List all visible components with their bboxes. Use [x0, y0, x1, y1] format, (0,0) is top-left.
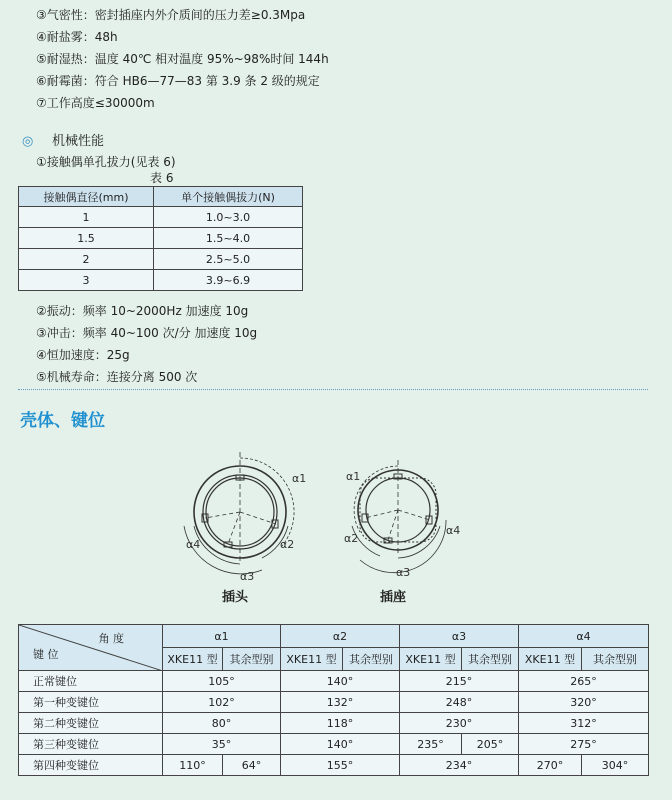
mech-item: ②振动：频率 10~2000Hz 加速度 10g: [36, 304, 249, 318]
section-mechanical: [22, 132, 104, 152]
table-row: [19, 713, 649, 734]
socket-label: 插座: [380, 590, 407, 605]
table-row: [19, 207, 303, 228]
table-cell: 1.5~4.0: [154, 228, 303, 249]
env-item: ③气密性：密封插座内外介质间的压力差≥0.3Mpa: [36, 8, 306, 22]
angle-header: α2: [281, 625, 400, 648]
table-cell: 1: [19, 207, 154, 228]
alpha3-label: α3: [396, 566, 411, 579]
table-cell: 155°: [281, 755, 400, 776]
subheader-others: 其余型别: [343, 648, 400, 671]
table-cell: 205°: [462, 734, 519, 755]
table-header: 单个接触偶拔力(N): [154, 187, 303, 207]
table-cell: 215°: [400, 671, 519, 692]
alpha4-label: α4: [186, 538, 201, 551]
table-cell: 1.0~3.0: [154, 207, 303, 228]
keying-table: [18, 624, 649, 776]
mech-item: ④恒加速度：25g: [36, 348, 130, 362]
table-cell: 270°: [519, 755, 582, 776]
subheader-xke11: XKE11 型: [519, 648, 582, 671]
table-row: [19, 270, 303, 291]
table-row: [19, 228, 303, 249]
table-header: 接触偶直径(mm): [19, 187, 154, 207]
table-cell: 304°: [582, 755, 649, 776]
table-cell: 64°: [223, 755, 281, 776]
table-cell: 1.5: [19, 228, 154, 249]
table-cell: 140°: [281, 671, 400, 692]
table-cell: 118°: [281, 713, 400, 734]
table-cell: 140°: [281, 734, 400, 755]
table-row: [19, 755, 649, 776]
alpha2-label: α2: [344, 532, 359, 545]
mech-item: ①接触偶单孔拔力(见表 6): [36, 155, 176, 169]
corner-top-label: 角 度: [98, 632, 124, 645]
mech-item: ③冲击：频率 40~100 次/分 加速度 10g: [36, 326, 258, 340]
table-cell: 265°: [519, 671, 649, 692]
alpha1-label: α1: [292, 472, 307, 485]
subheader-xke11: XKE11 型: [281, 648, 343, 671]
table-cell: 230°: [400, 713, 519, 734]
table-cell: 275°: [519, 734, 649, 755]
table-cell: 2.5~5.0: [154, 249, 303, 270]
section-divider: [18, 389, 648, 390]
table-cell: 320°: [519, 692, 649, 713]
table-row: [19, 734, 649, 755]
subheader-xke11: XKE11 型: [163, 648, 223, 671]
env-item: ⑤耐湿热：温度 40℃ 相对温度 95%~98%时间 144h: [36, 52, 329, 66]
alpha2-label: α2: [280, 538, 295, 551]
table-cell: 235°: [400, 734, 462, 755]
table-cell: 248°: [400, 692, 519, 713]
table-caption: 表 6: [150, 171, 174, 185]
table-cell: 102°: [163, 692, 281, 713]
env-item: ④耐盐雾：48h: [36, 30, 118, 44]
row-label: 第三种变键位: [19, 734, 163, 755]
alpha1-label: α1: [346, 470, 361, 483]
table-cell: 2: [19, 249, 154, 270]
mechanical-list: [36, 300, 257, 388]
row-label: 正常键位: [19, 671, 163, 692]
env-item: ⑥耐霉菌：符合 HB6—77—83 第 3.9 条 2 级的规定: [36, 74, 320, 88]
mech-item: ⑤机械寿命：连接分离 500 次: [36, 370, 198, 384]
environment-list: [36, 4, 329, 114]
table-row: [19, 692, 649, 713]
keying-diagrams: [0, 430, 672, 590]
plug-diagram: [184, 452, 294, 574]
angle-header: α3: [400, 625, 519, 648]
subheader-xke11: XKE11 型: [400, 648, 462, 671]
table-cell: 35°: [163, 734, 281, 755]
table-cell: 105°: [163, 671, 281, 692]
table-header-row: [19, 187, 303, 207]
angle-header: α1: [163, 625, 281, 648]
subheader-others: 其余型别: [582, 648, 649, 671]
row-label: 第四种变键位: [19, 755, 163, 776]
table-cell: 234°: [400, 755, 519, 776]
table-corner-cell: [19, 625, 163, 671]
bullseye-icon: ◎: [22, 134, 34, 149]
plug-label: 插头: [222, 590, 249, 605]
table-cell: 3.9~6.9: [154, 270, 303, 291]
alpha4-label: α4: [446, 524, 461, 537]
alpha3-label: α3: [240, 570, 255, 583]
socket-diagram: [352, 460, 446, 573]
table-cell: 132°: [281, 692, 400, 713]
corner-bottom-label: 键 位: [33, 648, 59, 661]
row-label: 第二种变键位: [19, 713, 163, 734]
table-row: [19, 249, 303, 270]
row-label: 第一种变键位: [19, 692, 163, 713]
env-item: ⑦工作高度≤30000m: [36, 96, 155, 110]
section-title: 机械性能: [52, 134, 105, 149]
contact-force-table: [18, 186, 303, 291]
table-cell: 80°: [163, 713, 281, 734]
subheader-others: 其余型别: [223, 648, 281, 671]
table-cell: 110°: [163, 755, 223, 776]
table-cell: 312°: [519, 713, 649, 734]
table-row: [19, 671, 649, 692]
angle-header: α4: [519, 625, 649, 648]
table-cell: 3: [19, 270, 154, 291]
table-header-row: [19, 625, 649, 648]
subheader-others: 其余型别: [462, 648, 519, 671]
shell-keying-heading: 壳体、键位: [20, 411, 105, 431]
